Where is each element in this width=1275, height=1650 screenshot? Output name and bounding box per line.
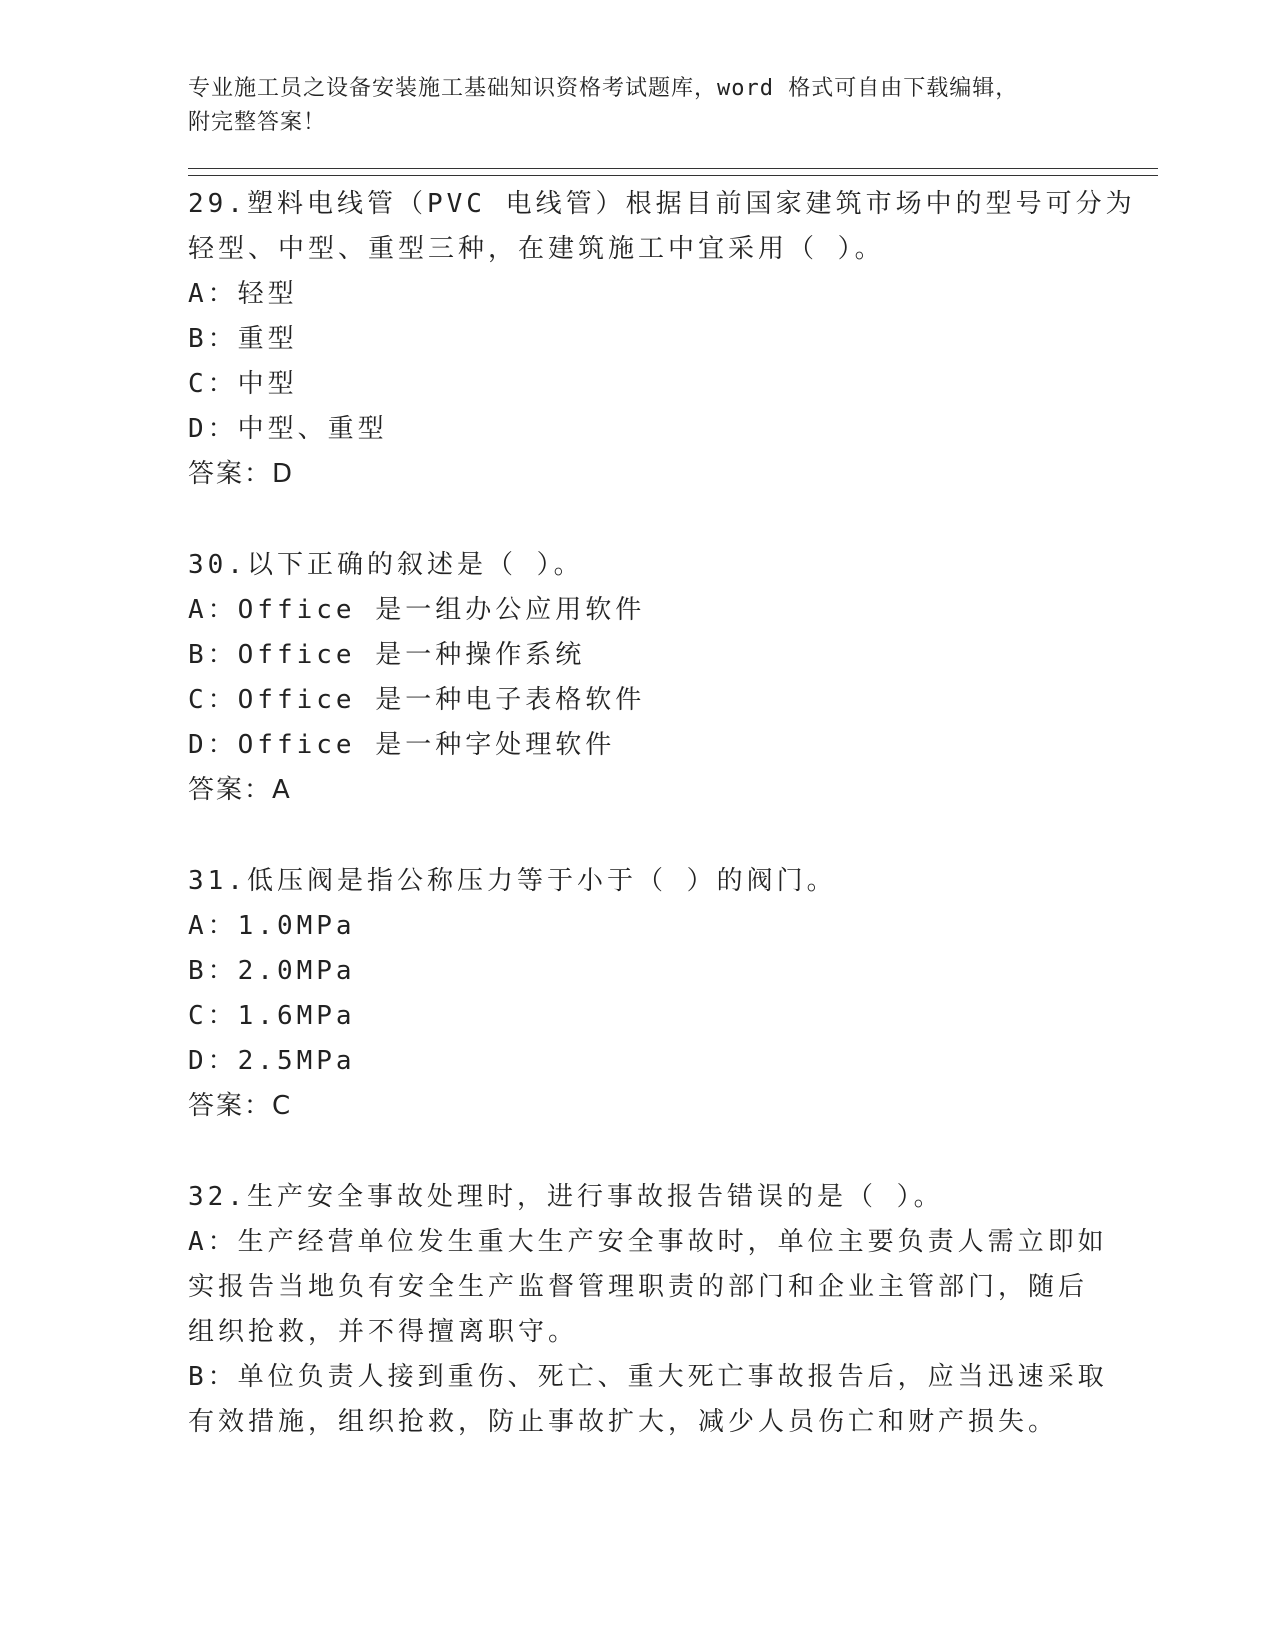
- question-list: [188, 182, 1158, 1445]
- option-line: C：中型: [188, 369, 298, 399]
- option-line: B：2.0MPa: [188, 956, 356, 986]
- option-line: 实报告当地负有安全生产监督管理职责的部门和企业主管部门，随后: [188, 1272, 1089, 1302]
- answer-line: 答案：C: [188, 1091, 293, 1121]
- option-line: A：轻型: [188, 279, 298, 309]
- question-block: [188, 1175, 1158, 1445]
- option-line: B：单位负责人接到重伤、死亡、重大死亡事故报告后，应当迅速采取: [188, 1362, 1108, 1392]
- header-divider: [188, 168, 1158, 176]
- question-stem-line: 29.塑料电线管（PVC 电线管）根据目前国家建筑市场中的型号可分为: [188, 189, 1136, 219]
- option-line: D：中型、重型: [188, 414, 388, 444]
- option-line: C：1.6MPa: [188, 1001, 356, 1031]
- question-stem-line: 30.以下正确的叙述是（ ）。: [188, 550, 584, 580]
- option-line: D：2.5MPa: [188, 1046, 356, 1076]
- option-line: 有效措施，组织抢救，防止事故扩大，减少人员伤亡和财产损失。: [188, 1407, 1059, 1437]
- option-line: A：Office 是一组办公应用软件: [188, 595, 646, 625]
- question-block: [188, 182, 1158, 497]
- question-stem-line: 32.生产安全事故处理时，进行事故报告错误的是（ ）。: [188, 1182, 944, 1212]
- option-line: C：Office 是一种电子表格软件: [188, 685, 646, 715]
- document-header-line-2: 附完整答案！: [188, 110, 327, 135]
- question-stem-line: 轻型、中型、重型三种，在建筑施工中宜采用（ ）。: [188, 234, 885, 264]
- document-page: [188, 72, 1158, 1491]
- question-block: [188, 859, 1158, 1129]
- document-header-line-1: 专业施工员之设备安装施工基础知识资格考试题库，word 格式可自由下载编辑，: [188, 76, 1019, 101]
- option-line: A：生产经营单位发生重大生产安全事故时，单位主要负责人需立即如: [188, 1227, 1108, 1257]
- question-stem-line: 31.低压阀是指公称压力等于小于（ ）的阀门。: [188, 866, 837, 896]
- option-line: D：Office 是一种字处理软件: [188, 730, 616, 760]
- option-line: B：重型: [188, 324, 298, 354]
- answer-line: 答案：A: [188, 775, 292, 805]
- answer-line: 答案：D: [188, 459, 295, 489]
- option-line: A：1.0MPa: [188, 911, 356, 941]
- question-block: [188, 543, 1158, 813]
- option-line: 组织抢救，并不得擅离职守。: [188, 1317, 579, 1347]
- option-line: B：Office 是一种操作系统: [188, 640, 586, 670]
